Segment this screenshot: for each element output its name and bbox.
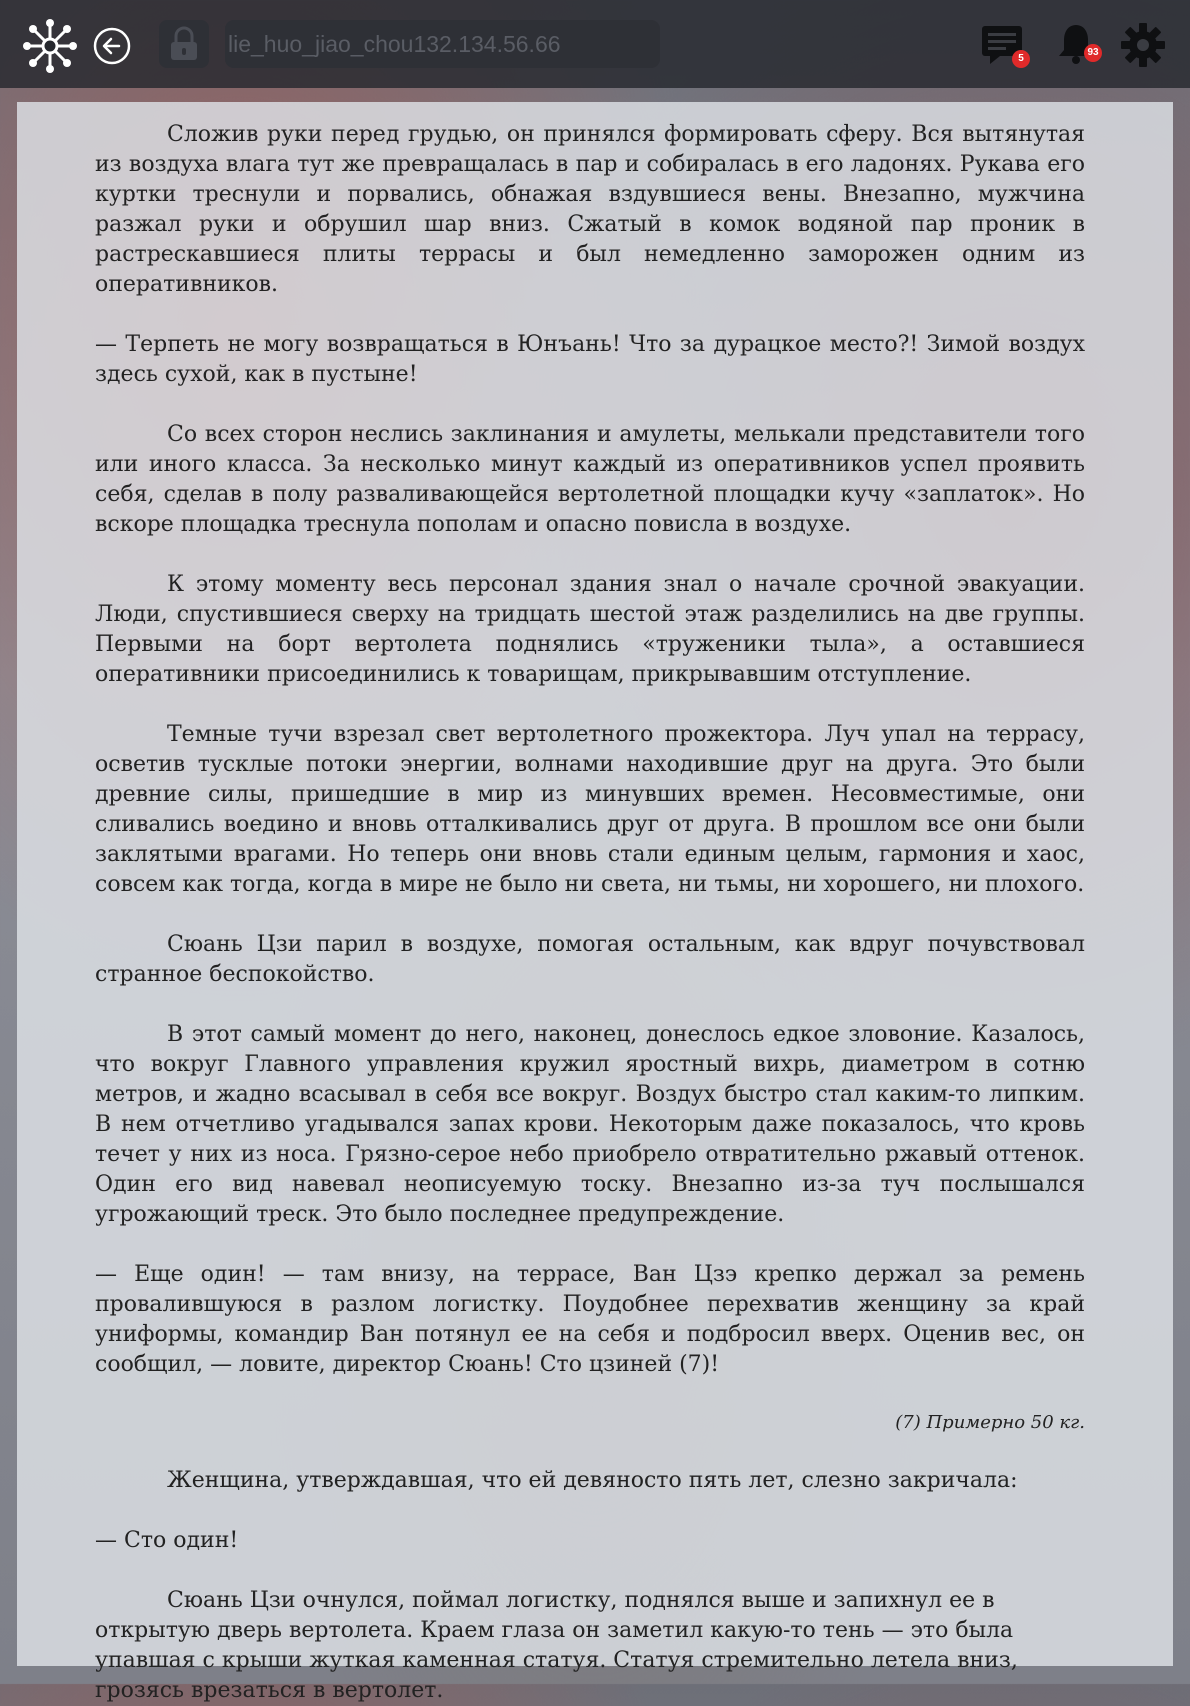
paragraph: — Еще один! — там внизу, на террасе, Ван Цзэ крепко держал за ремень провалившуюся в разлом логистку. Поудобнее перехватив женщину за край униформы, командир Ван потянул ее на себя и подбросил вверх. Оценив вес, он сообщил, — ловите, директор Сюань! Сто цзиней (7)! bbox=[95, 1262, 1085, 1377]
paragraph: — Сто один! bbox=[95, 1528, 239, 1553]
notifications-button[interactable] bbox=[1056, 22, 1099, 66]
lock-button[interactable] bbox=[159, 20, 209, 68]
paragraph: Сюань Цзи очнулся, поймал логистку, поднялся выше и запихнул ее в открытую дверь вертолета. Краем глаза он заметил какую-то тень — это была упавшая с крыши жуткая каменная статуя. Статуя стремительно летела вниз, грозясь врезаться в вертолет. bbox=[95, 1588, 1018, 1703]
back-button[interactable] bbox=[92, 26, 132, 66]
paragraph: Со всех сторон неслись заклинания и амулеты, мелькали представители того или иного класса. За несколько минут каждый из оперативников успел проявить себя, сделав в полу разваливающейся вертолетной площадки кучу «заплаток». Но вскоре площадка треснула пополам и опасно повисла в воздухе. bbox=[95, 422, 1085, 537]
paragraph: Женщина, утверждавшая, что ей девяносто пять лет, слезно закричала: bbox=[167, 1468, 1018, 1493]
paragraph: Сложив руки перед грудью, он принялся формировать сферу. Вся вытянутая из воздуха влага тут же превращалась в пар и собиралась в его ладонях. Рукава его куртки треснули и порвались, обнажая вздувшиеся вены. Внезапно, мужчина разжал руки и обрушил шар вниз. Сжатый в комок водяной пар проник в растрескавшиеся плиты террасы и был немедленно заморожен одним из оперативников. bbox=[95, 122, 1085, 297]
paragraph: В этот самый момент до него, наконец, донеслось едкое зловоние. Казалось, что вокруг Главного управления кружил яростный вихрь, диаметром в сотню метров, и жадно всасывал в себя все вокруг. Воздух быстро стал каким-то липким. В нем отчетливо угадывался запах крови. Некоторым даже показалось, что кровь течет у них из носа. Грязно-серое небо приобрело отвратительно ржавый оттенок. Один его вид навевал неописуемую тоску. Внезапно из-за туч послышался угрожающий треск. Это было последнее предупреждение. bbox=[95, 1022, 1085, 1227]
gear-icon bbox=[1120, 22, 1166, 68]
notifications-count-badge: 93 bbox=[1084, 44, 1102, 62]
messages-button[interactable] bbox=[980, 24, 1026, 66]
paragraph: Темные тучи взрезал свет вертолетного прожектора. Луч упал на террасу, осветив тусклые потоки энергии, волнами находившие друг на друга. Это были древние силы, пришедшие в мир из минувших времен. Несовместимые, они сливались воедино и вновь отталкивались друг от друга. В прошлом все они были заклятыми врагами. Но теперь они вновь стали единым целым, гармония и хаос, совсем как тогда, когда в мире не было ни света, ни тьмы, ни хорошего, ни плохого. bbox=[95, 722, 1085, 897]
back-icon bbox=[92, 26, 132, 66]
settings-button[interactable] bbox=[1120, 22, 1166, 68]
network-logo-icon[interactable] bbox=[22, 18, 78, 74]
paragraph: Сюань Цзи парил в воздухе, помогая остальным, как вдруг почувствовал странное беспокойство. bbox=[95, 932, 1085, 987]
paragraph: — Терпеть не могу возвращаться в Юнъань! Что за дурацкое место?! Зимой воздух здесь сухой, как в пустыне! bbox=[95, 332, 1085, 387]
top-toolbar bbox=[0, 0, 1190, 88]
footnote: (7) Примерно 50 кг. bbox=[895, 1412, 1085, 1433]
messages-count-badge: 5 bbox=[1012, 50, 1030, 68]
paragraph: К этому моменту весь персонал здания знал о начале срочной эвакуации. Люди, спустившиеся сверху на тридцать шестой этаж разделились на две группы. Первыми на борт вертолета поднялись «труженики тыла», а оставшиеся оперативники присоединились к товарищам, прикрывавшим отступление. bbox=[95, 572, 1085, 687]
address-input[interactable] bbox=[225, 20, 660, 68]
lock-icon bbox=[167, 26, 201, 62]
reading-pane[interactable] bbox=[17, 102, 1173, 1703]
